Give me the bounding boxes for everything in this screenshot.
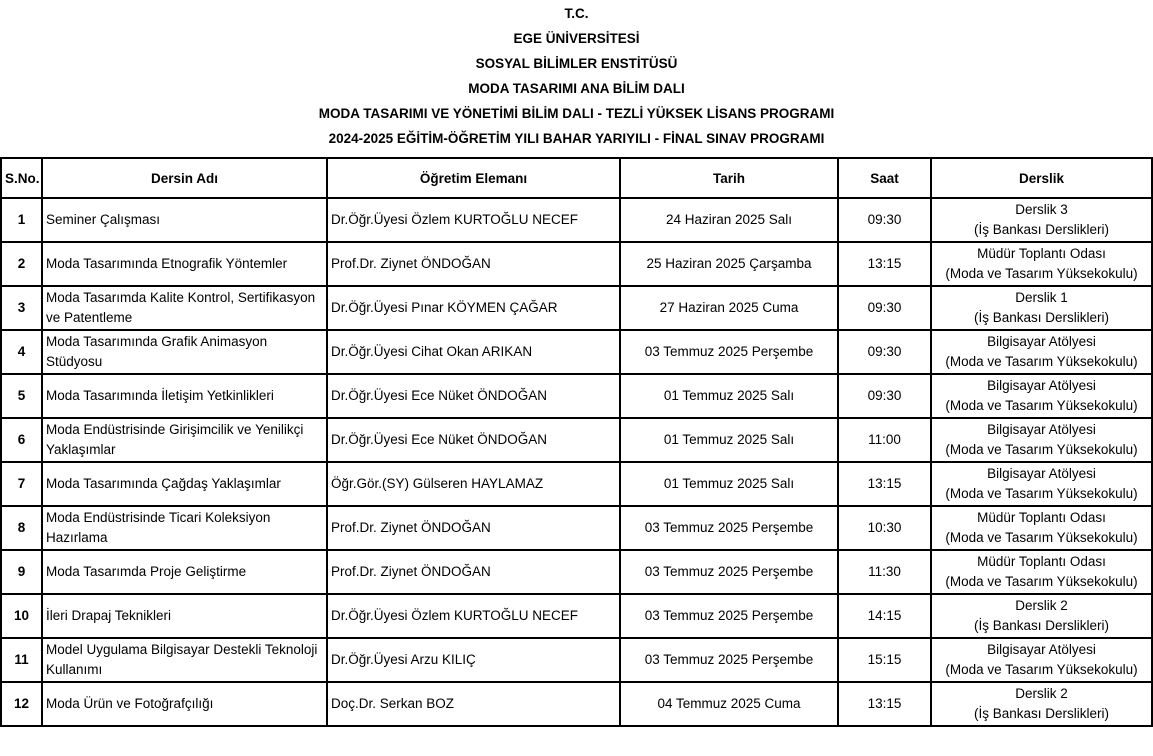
cell-instructor: Doç.Dr. Serkan BOZ [327,682,620,726]
cell-classroom [931,198,1152,242]
header-line: T.C. [564,6,589,21]
table-row [1,374,1152,418]
cell-time: 11:30 [838,550,931,594]
table-row [1,286,1152,330]
cell-classroom [931,242,1152,286]
column-header-no: S.No. [1,158,42,198]
cell-number: 5 [1,374,42,418]
cell-date: 01 Temmuz 2025 Salı [620,418,838,462]
classroom-building: (Moda ve Tasarım Yüksekokulu) [945,574,1138,589]
classroom-name: Bilgisayar Atölyesi [987,642,1096,657]
cell-classroom [931,506,1152,550]
cell-number: 2 [1,242,42,286]
cell-instructor: Prof.Dr. Ziynet ÖNDOĞAN [327,242,620,286]
table-row [1,550,1152,594]
header-line: MODA TASARIMI VE YÖNETİMİ BİLİM DALI - TEZLİ YÜKSEK LİSANS PROGRAMI [318,106,835,121]
cell-number: 7 [1,462,42,506]
cell-classroom [931,638,1152,682]
classroom-name: Derslik 2 [1015,686,1068,701]
classroom-name: Müdür Toplantı Odası [977,510,1106,525]
cell-classroom [931,374,1152,418]
cell-date: 01 Temmuz 2025 Salı [620,374,838,418]
cell-time: 09:30 [838,374,931,418]
classroom-name: Derslik 3 [1015,202,1068,217]
table-row [1,242,1152,286]
cell-number: 12 [1,682,42,726]
header-line: MODA TASARIMI ANA BİLİM DALI [468,81,685,96]
table-row [1,682,1152,726]
cell-time: 13:15 [838,682,931,726]
cell-course-name: Seminer Çalışması [42,198,327,242]
classroom-name: Bilgisayar Atölyesi [987,378,1096,393]
column-header-room: Derslik [931,158,1152,198]
cell-instructor: Dr.Öğr.Üyesi Cihat Okan ARIKAN [327,330,620,374]
cell-time: 13:15 [838,462,931,506]
cell-time: 09:30 [838,198,931,242]
cell-instructor: Dr.Öğr.Üyesi Özlem KURTOĞLU NECEF [327,594,620,638]
header-line: 2024-2025 EĞİTİM-ÖĞRETİM YILI BAHAR YARIYILI - FİNAL SINAV PROGRAMI [328,131,825,146]
classroom-name: Bilgisayar Atölyesi [987,466,1096,481]
cell-course-name: Moda Tasarımda Proje Geliştirme [42,550,327,594]
cell-number: 9 [1,550,42,594]
classroom-building: (Moda ve Tasarım Yüksekokulu) [945,398,1138,413]
classroom-building: (Moda ve Tasarım Yüksekokulu) [945,486,1138,501]
column-header-course: Dersin Adı [42,158,327,198]
cell-date: 03 Temmuz 2025 Perşembe [620,506,838,550]
column-header-date: Tarih [620,158,838,198]
cell-instructor: Dr.Öğr.Üyesi Arzu KILIÇ [327,638,620,682]
cell-date: 03 Temmuz 2025 Perşembe [620,550,838,594]
table-body [1,198,1152,726]
table-row [1,198,1152,242]
cell-number: 10 [1,594,42,638]
classroom-name: Derslik 2 [1015,598,1068,613]
classroom-name: Müdür Toplantı Odası [977,554,1106,569]
cell-instructor: Dr.Öğr.Üyesi Özlem KURTOĞLU NECEF [327,198,620,242]
cell-instructor: Dr.Öğr.Üyesi Ece Nüket ÖNDOĞAN [327,374,620,418]
cell-course-name: Moda Tasarımında Grafik Animasyon Stüdyosu [42,330,327,374]
cell-time: 09:30 [838,330,931,374]
cell-course-name: Moda Tasarımında İletişim Yetkinlikleri [42,374,327,418]
cell-date: 27 Haziran 2025 Cuma [620,286,838,330]
cell-classroom [931,594,1152,638]
column-header-teacher: Öğretim Elemanı [327,158,620,198]
header-line: SOSYAL BİLİMLER ENSTİTÜSÜ [475,56,678,71]
cell-number: 6 [1,418,42,462]
cell-number: 1 [1,198,42,242]
classroom-building: (İş Bankası Derslikleri) [973,222,1110,237]
table-row [1,594,1152,638]
header-line: EGE ÜNİVERSİTESİ [513,31,640,46]
table-row [1,330,1152,374]
cell-course-name: Moda Ürün ve Fotoğrafçılığı [42,682,327,726]
cell-classroom [931,418,1152,462]
classroom-building: (Moda ve Tasarım Yüksekokulu) [945,354,1138,369]
cell-number: 3 [1,286,42,330]
cell-date: 03 Temmuz 2025 Perşembe [620,638,838,682]
cell-time: 13:15 [838,242,931,286]
cell-time: 15:15 [838,638,931,682]
cell-date: 04 Temmuz 2025 Cuma [620,682,838,726]
classroom-building: (İş Bankası Derslikleri) [973,310,1110,325]
cell-date: 03 Temmuz 2025 Perşembe [620,330,838,374]
cell-time: 09:30 [838,286,931,330]
cell-classroom [931,462,1152,506]
classroom-building: (Moda ve Tasarım Yüksekokulu) [945,662,1138,677]
cell-time: 10:30 [838,506,931,550]
cell-date: 24 Haziran 2025 Salı [620,198,838,242]
cell-course-name: Model Uygulama Bilgisayar Destekli Teknoloji Kullanımı [42,638,327,682]
cell-instructor: Dr.Öğr.Üyesi Pınar KÖYMEN ÇAĞAR [327,286,620,330]
table-row [1,418,1152,462]
classroom-building: (Moda ve Tasarım Yüksekokulu) [945,266,1138,281]
cell-date: 03 Temmuz 2025 Perşembe [620,594,838,638]
document-header [0,0,1153,155]
cell-instructor: Prof.Dr. Ziynet ÖNDOĞAN [327,506,620,550]
cell-course-name: Moda Tasarımında Etnografik Yöntemler [42,242,327,286]
cell-instructor: Dr.Öğr.Üyesi Ece Nüket ÖNDOĞAN [327,418,620,462]
table-row [1,638,1152,682]
classroom-building: (Moda ve Tasarım Yüksekokulu) [945,442,1138,457]
exam-schedule-table [0,157,1153,727]
cell-time: 11:00 [838,418,931,462]
classroom-name: Bilgisayar Atölyesi [987,422,1096,437]
cell-course-name: Moda Tasarımında Çağdaş Yaklaşımlar [42,462,327,506]
table-header-row [1,158,1152,198]
cell-date: 25 Haziran 2025 Çarşamba [620,242,838,286]
cell-instructor: Prof.Dr. Ziynet ÖNDOĞAN [327,550,620,594]
table-row [1,462,1152,506]
cell-course-name: Moda Tasarımda Kalite Kontrol, Sertifikasyon ve Patentleme [42,286,327,330]
cell-instructor: Öğr.Gör.(SY) Gülseren HAYLAMAZ [327,462,620,506]
cell-number: 4 [1,330,42,374]
column-header-time: Saat [838,158,931,198]
classroom-name: Müdür Toplantı Odası [977,246,1106,261]
cell-course-name: Moda Endüstrisinde Ticari Koleksiyon Hazırlama [42,506,327,550]
cell-classroom [931,330,1152,374]
cell-date: 01 Temmuz 2025 Salı [620,462,838,506]
classroom-building: (İş Bankası Derslikleri) [973,706,1110,721]
cell-number: 8 [1,506,42,550]
cell-number: 11 [1,638,42,682]
classroom-building: (Moda ve Tasarım Yüksekokulu) [945,530,1138,545]
table-row [1,506,1152,550]
cell-classroom [931,286,1152,330]
cell-classroom [931,682,1152,726]
classroom-name: Bilgisayar Atölyesi [987,334,1096,349]
cell-classroom [931,550,1152,594]
cell-course-name: İleri Drapaj Teknikleri [42,594,327,638]
classroom-building: (İş Bankası Derslikleri) [973,618,1110,633]
cell-course-name: Moda Endüstrisinde Girişimcilik ve Yenilikçi Yaklaşımlar [42,418,327,462]
classroom-name: Derslik 1 [1015,290,1068,305]
cell-time: 14:15 [838,594,931,638]
